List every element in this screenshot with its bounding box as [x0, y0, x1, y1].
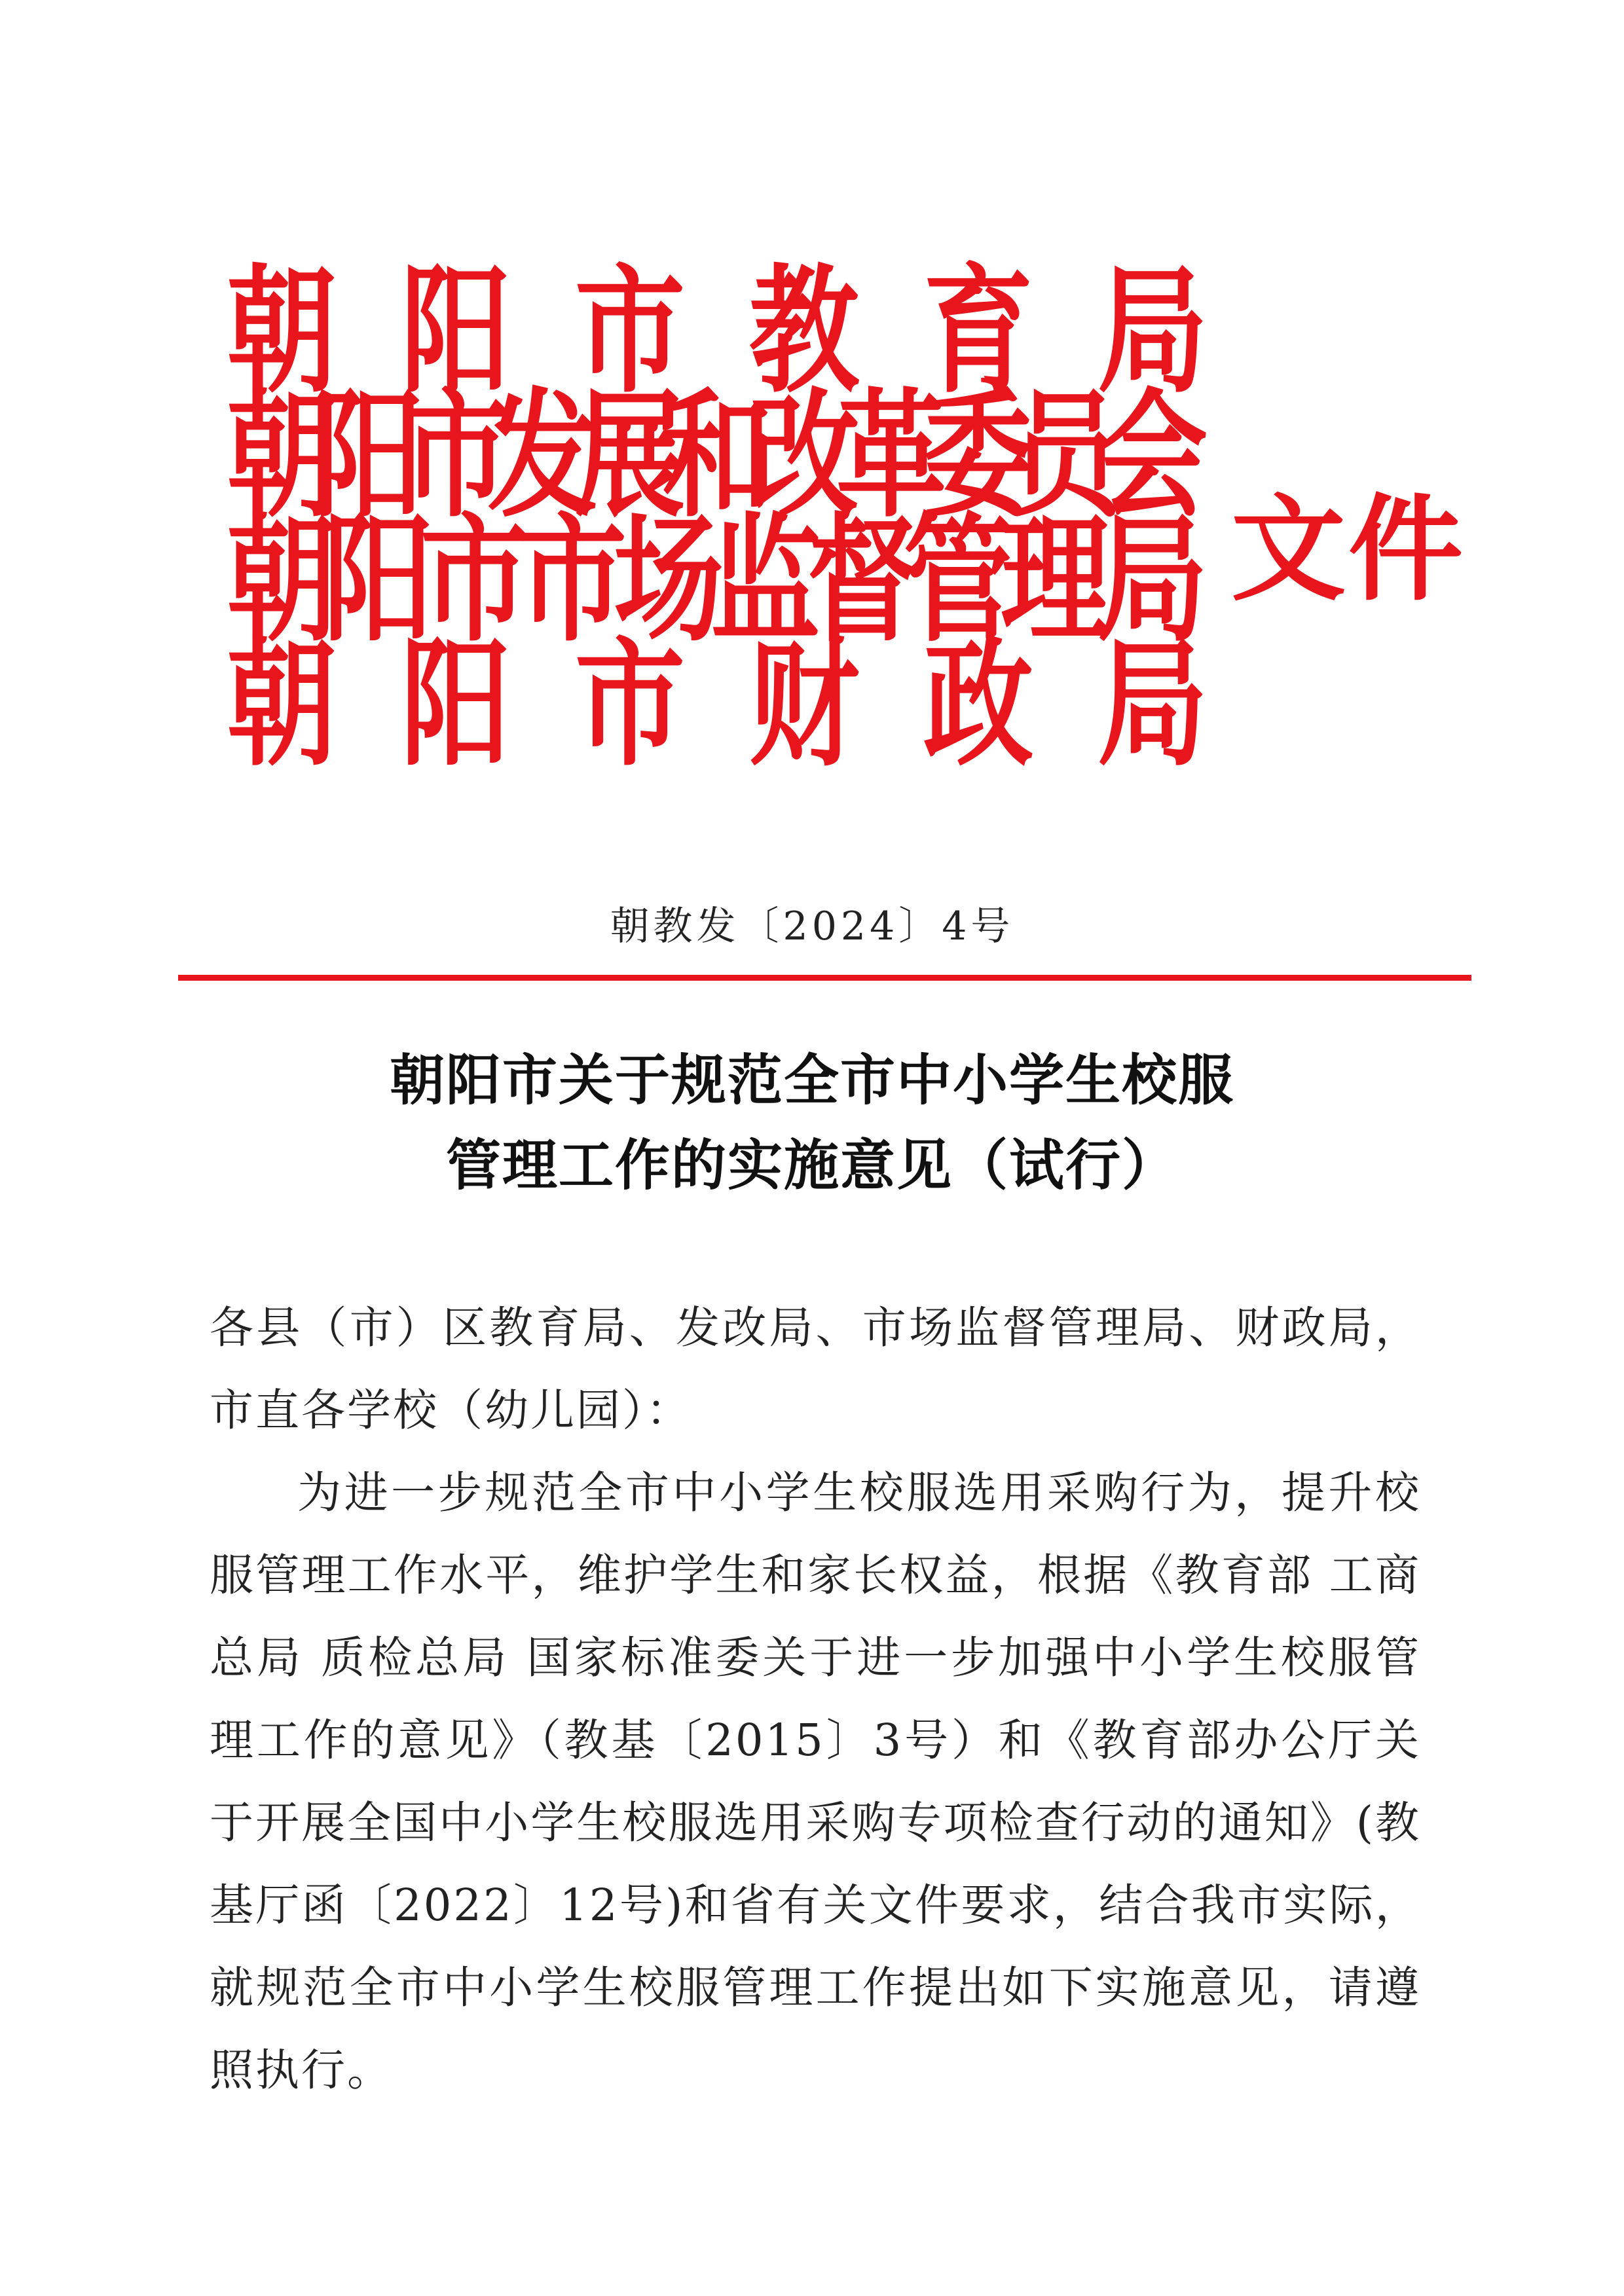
agency-line-market-supervision	[223, 498, 1211, 661]
title-line-2: 管理工作的实施意见（试行）	[445, 1133, 1178, 1197]
agency-char: 会	[1098, 374, 1208, 536]
agency-char: 发	[488, 374, 598, 536]
salutation: 各县（市）区教育局、发改局、市场监督管理局、财政局，市直各学校（幼儿园）：	[210, 1302, 1421, 1436]
agency-char: 委	[923, 374, 1033, 536]
document-body	[210, 1286, 1421, 2111]
agency-char: 育	[923, 249, 1033, 412]
red-divider	[178, 975, 1471, 981]
agency-char: 局	[1098, 498, 1208, 661]
document-suffix: 文件	[1231, 483, 1466, 617]
agency-char: 阳	[401, 249, 511, 412]
agency-char: 市	[575, 623, 685, 785]
agency-char: 督	[807, 498, 917, 661]
agency-char: 局	[1098, 623, 1208, 785]
agency-char: 阳	[323, 498, 434, 661]
agency-char: 和	[662, 374, 772, 536]
body-paragraph: 为进一步规范全市中小学生校服选用采购行为，提升校服管理工作水平，维护学生和家长权益，根据《教育部 工商总局 质检总局 国家标准委关于进一步加强中小学生校服管理工作的意见》（教基〔2015〕3号）和《教育部办公厅关于开展全国中小学生校服选用采购专项检查行动的通知》(教基厅函〔2022〕12号)和省有关文件要求，结合我市实际，就规范全市中小学生校服管理工作提出如下实施意见，请遵照执行。	[210, 1467, 1421, 2096]
agency-line-finance	[223, 623, 1211, 785]
agency-char: 革	[836, 374, 946, 536]
agency-char: 监	[710, 498, 821, 661]
agency-char: 改	[749, 374, 859, 536]
agency-char: 阳	[314, 374, 424, 536]
agency-char: 朝	[227, 498, 337, 661]
agency-char: 场	[614, 498, 724, 661]
agency-char: 展	[575, 374, 685, 536]
agency-char: 管	[904, 498, 1014, 661]
agency-char: 朝	[227, 623, 337, 785]
agency-char: 理	[1001, 498, 1111, 661]
agency-char: 朝	[227, 249, 337, 412]
agency-char: 员	[1010, 374, 1120, 536]
agency-char: 朝	[227, 374, 337, 536]
agency-char: 局	[1098, 249, 1208, 412]
document-number: 朝教发〔2024〕4号	[610, 903, 1014, 949]
agency-char: 市	[401, 374, 511, 536]
agency-char: 政	[923, 623, 1033, 785]
agency-char: 市	[420, 498, 530, 661]
agency-char: 财	[749, 623, 859, 785]
issuing-agencies	[223, 249, 1211, 785]
agency-char: 教	[749, 249, 859, 412]
agency-char: 市	[575, 249, 685, 412]
agency-char: 阳	[401, 623, 511, 785]
title-line-1: 朝阳市关于规范全市中小学生校服	[389, 1048, 1234, 1112]
agency-char: 市	[517, 498, 627, 661]
document-title	[0, 1038, 1624, 1208]
